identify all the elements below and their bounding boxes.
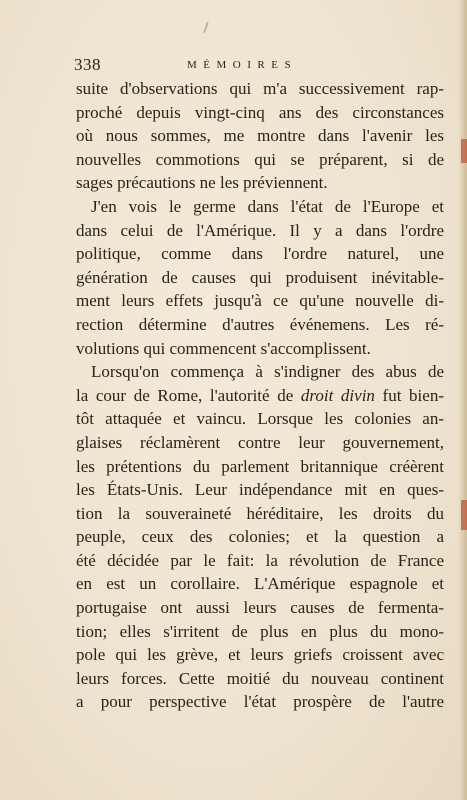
text-line: sages précautions ne les préviennent.: [76, 173, 328, 193]
italic-phrase: droit divin: [300, 385, 375, 405]
pencil-mark: [203, 22, 208, 33]
text-line: pole qui les grève, et leurs griefs croissent avec: [76, 645, 444, 665]
text-line: suite d'observations qui m'a successivement rap-: [76, 79, 444, 98]
text-line: les États-Unis. Leur indépendance mit en ques-: [76, 480, 444, 500]
body-text: [76, 77, 444, 714]
text-line: tion la souveraineté héréditaire, les droits du: [76, 503, 444, 523]
text-line: proché depuis vingt-cinq ans des circonstances: [76, 102, 444, 122]
text-line: politique, comme dans l'ordre naturel, une: [76, 244, 444, 264]
running-head: MÉMOIRES: [187, 59, 298, 71]
text-line: tôt attaquée et vaincu. Lorsque les colonies an-: [76, 409, 444, 429]
text-line: été décidée par le fait: la révolution de France: [76, 550, 444, 570]
text-line: rection détermine d'autres événemens. Les ré-: [76, 314, 444, 334]
text-line: la cour de Rome, l'autorité de droit divin fut bien-: [76, 385, 444, 405]
edge-stain: [461, 139, 467, 163]
page-number: 338: [74, 55, 101, 74]
text-line: tion; elles s'irritent de plus en plus du mono-: [76, 621, 444, 641]
text-line: peuple, ceux des colonies; et la question a: [76, 527, 444, 547]
text-line: dans celui de l'Amérique. Il y a dans l'ordre: [76, 220, 444, 240]
text-line: Lorsqu'on commença à s'indigner des abus de: [91, 362, 444, 382]
text-line: les prétentions du parlement britannique créèrent: [76, 456, 444, 476]
text-line: génération de causes qui produisent inévitable-: [76, 267, 444, 287]
text-line: nouvelles commotions qui se préparent, si de: [76, 149, 444, 169]
edge-stain: [461, 500, 467, 530]
text-line: en est un corollaire. L'Amérique espagnole et: [76, 574, 444, 594]
text-line: volutions qui commencent s'accomplissent.: [76, 338, 371, 358]
text-line: portugaise ont aussi leurs causes de fermenta-: [76, 598, 444, 618]
text-line: où nous sommes, me montre dans l'avenir les: [76, 126, 444, 146]
text-line: ment leurs effets jusqu'à ce qu'une nouvelle di-: [76, 291, 444, 311]
text-line: leurs forces. Cette moitié du nouveau continent: [76, 668, 444, 688]
text-line: a pour perspective l'état prospère de l'autre: [76, 692, 444, 712]
text-line: J'en vois le germe dans l'état de l'Europe et: [91, 196, 444, 216]
page-edge: [459, 0, 467, 800]
page-header: [74, 55, 444, 77]
text-line: glaises réclamèrent contre leur gouvernement,: [76, 432, 444, 452]
